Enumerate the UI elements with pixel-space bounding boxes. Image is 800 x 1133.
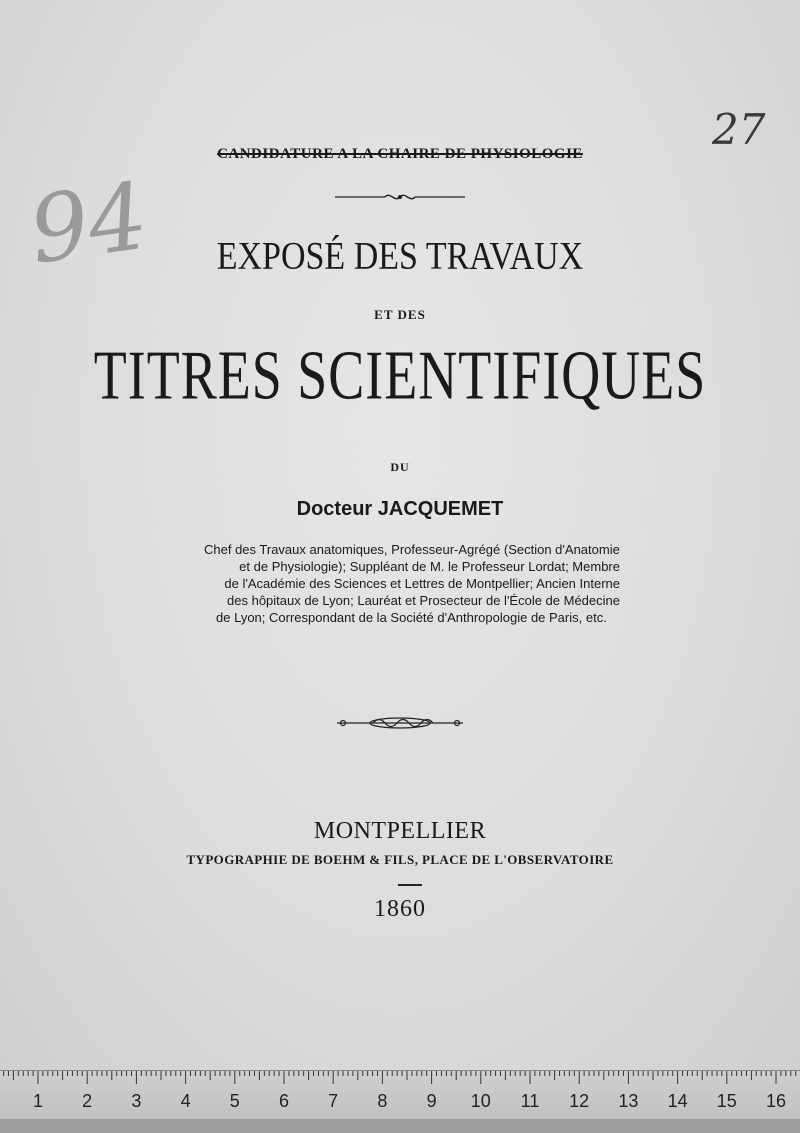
ruler-number: 8 — [377, 1091, 388, 1111]
title-line-2: ET DES — [374, 307, 426, 322]
struck-candidature-heading: CANDIDATURE A LA CHAIRE DE PHYSIOLOGIE — [217, 146, 583, 162]
description-line: et de Physiologie); Suppléant de M. le Professeur Lordat; Membre — [239, 559, 620, 574]
description-line: de Lyon; Correspondant de la Société d'Anthropologie de Paris, etc. — [216, 610, 607, 625]
ruler-number: 7 — [328, 1091, 339, 1111]
ruler-number: 5 — [229, 1091, 240, 1111]
ruler-ticks — [0, 1071, 800, 1085]
author-name: Docteur JACQUEMET — [296, 498, 504, 520]
handwritten-page-number: 27 — [712, 105, 766, 154]
ruler-number: 2 — [82, 1091, 93, 1111]
ruler-number: 13 — [618, 1091, 639, 1111]
ruler-number: 3 — [131, 1091, 142, 1111]
description-line: des hôpitaux de Lyon; Lauréat et Prosecteur de l'École de Médecine — [227, 593, 620, 608]
title-line-1: EXPOSÉ DES TRAVAUX — [216, 235, 584, 278]
ruler-number: 15 — [716, 1091, 737, 1111]
title-line-du: DU — [390, 460, 410, 474]
handwritten-note-left: 94 — [23, 162, 154, 285]
ruler-number: 6 — [278, 1091, 290, 1111]
divider-dash — [398, 884, 422, 886]
imprint-city: MONTPELLIER — [313, 818, 487, 844]
imprint-printer: TYPOGRAPHIE DE BOEHM & FILS, PLACE DE L'OBSERVATOIRE — [186, 852, 614, 867]
author-description — [204, 541, 620, 626]
ruler-number: 14 — [667, 1091, 688, 1111]
main-title: TITRES SCIENTIFIQUES — [93, 336, 707, 414]
ruler-number: 10 — [470, 1091, 491, 1111]
ruler-number: 4 — [180, 1091, 191, 1111]
description-line: de l'Académie des Sciences et Lettres de Montpellier; Ancien Interne — [224, 576, 620, 591]
ornament-divider-top — [0, 190, 800, 204]
ruler-strip — [0, 1119, 800, 1133]
ruler-number: 11 — [520, 1091, 540, 1111]
ruler-number: 12 — [569, 1091, 590, 1111]
description-line: Chef des Travaux anatomiques, Professeur-Agrégé (Section d'Anatomie — [204, 542, 620, 557]
ruler-number: 1 — [32, 1091, 44, 1111]
imprint-year: 1860 — [374, 896, 426, 922]
measurement-ruler — [0, 1070, 800, 1133]
ornament-divider-bottom — [0, 715, 800, 731]
ruler-number: 9 — [426, 1091, 437, 1111]
ruler-number: 16 — [765, 1091, 787, 1111]
